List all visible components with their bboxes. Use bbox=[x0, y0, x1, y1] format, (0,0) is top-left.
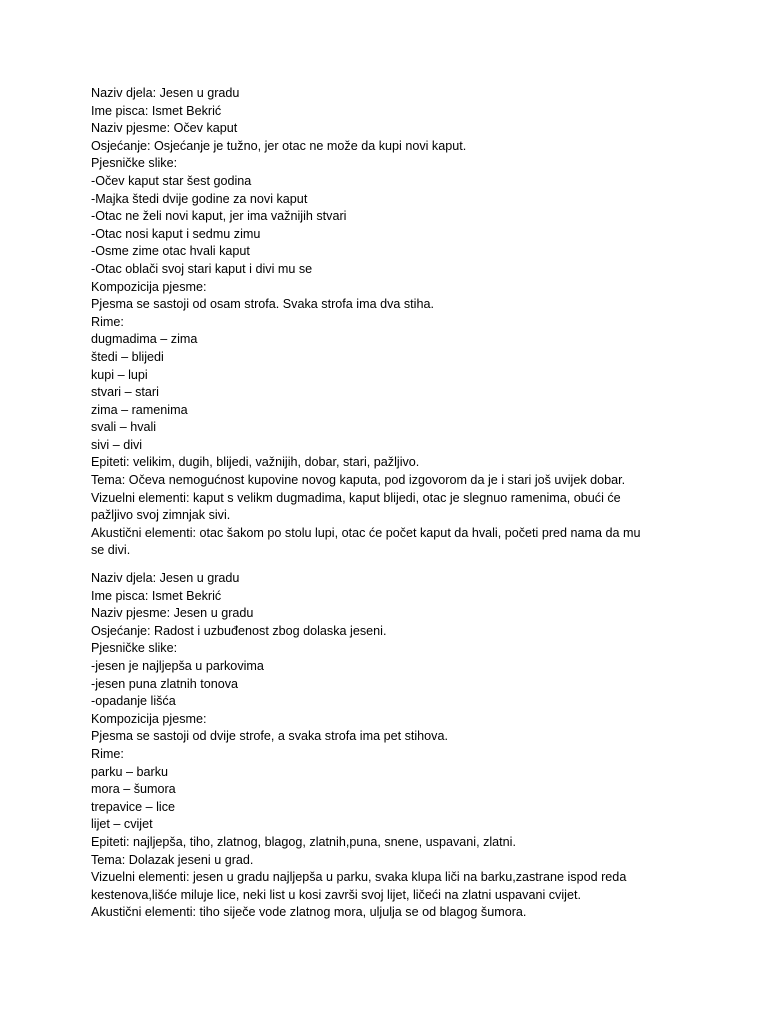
text-line: Tema: Očeva nemogućnost kupovine novog kaputa, pod izgovorom da je i stari još uvijek dobar. bbox=[91, 473, 626, 488]
text-line: Tema: Dolazak jeseni u grad. bbox=[91, 852, 254, 867]
text-line: Akustični elementi: tiho siječe vode zlatnog mora, uljulja se od blagog šumora. bbox=[91, 905, 527, 920]
text-line: Pjesničke slike: bbox=[91, 641, 178, 656]
text-line: Naziv pjesme: Jesen u gradu bbox=[91, 606, 254, 621]
text-line: Epiteti: velikim, dugih, blijedi, važnijih, dobar, stari, pažljivo. bbox=[91, 455, 420, 470]
text-line: -jesen puna zlatnih tonova bbox=[91, 676, 239, 691]
text-line: -Majka štedi dvije godine za novi kaput bbox=[91, 191, 308, 206]
text-line: Kompozicija pjesme: bbox=[91, 711, 207, 726]
text-line: -Otac ne želi novi kaput, jer ima važnijih stvari bbox=[91, 209, 347, 224]
text-line: Osjećanje: Osjećanje je tužno, jer otac ne može da kupi novi kaput. bbox=[91, 138, 467, 153]
text-line: -Otac nosi kaput i sedmu zimu bbox=[91, 226, 261, 241]
text-line: parku – barku bbox=[91, 764, 169, 779]
text-line: svali – hvali bbox=[91, 420, 157, 435]
text-line: Naziv djela: Jesen u gradu bbox=[91, 571, 240, 585]
poem-analysis-ocev-kaput bbox=[91, 85, 691, 560]
text-line: dugmadima – zima bbox=[91, 332, 198, 347]
text-line: kupi – lupi bbox=[91, 367, 148, 382]
text-line: zima – ramenima bbox=[91, 402, 188, 417]
text-line: Vizuelni elementi: kaput s velikm dugmadima, kaput blijedi, otac je slegnuo ramenima, obući će bbox=[91, 490, 621, 505]
text-line: Pjesma se sastoji od osam strofa. Svaka strofa ima dva stiha. bbox=[91, 297, 434, 312]
text-line: -Otac oblači svoj stari kaput i divi mu se bbox=[91, 261, 313, 276]
text-line: Epiteti: najljepša, tiho, zlatnog, blagog, zlatnih,puna, snene, uspavani, zlatni. bbox=[91, 834, 516, 849]
text-line: -Osme zime otac hvali kaput bbox=[91, 244, 250, 259]
text-line: mora – šumora bbox=[91, 782, 176, 797]
text-line: pažljivo svoj zimnjak sivi. bbox=[91, 508, 231, 523]
text-line: Vizuelni elementi: jesen u gradu najljepša u parku, svaka klupa liči na barku,zastrane ispod reda bbox=[91, 870, 627, 885]
text-line: Naziv djela: Jesen u gradu bbox=[91, 86, 240, 100]
text-line: Pjesničke slike: bbox=[91, 156, 178, 171]
text-line: Naziv pjesme: Očev kaput bbox=[91, 121, 238, 136]
text-line: -Očev kaput star šest godina bbox=[91, 173, 252, 188]
text-line: stvari – stari bbox=[91, 385, 159, 400]
text-line: kestenova,lišće miluje lice, neki list u kosi završi svoj lijet, ličeći na zlatni uspavani cvijet. bbox=[91, 887, 581, 902]
text-line: Rime: bbox=[91, 314, 124, 329]
text-line: Rime: bbox=[91, 746, 124, 761]
text-line: Ime pisca: Ismet Bekrić bbox=[91, 103, 222, 118]
text-line: sivi – divi bbox=[91, 437, 143, 452]
text-line: se divi. bbox=[91, 543, 131, 558]
text-line: Akustični elementi: otac šakom po stolu lupi, otac će počet kaput da hvali, početi pred nama da mu bbox=[91, 525, 641, 540]
text-line: Ime pisca: Ismet Bekrić bbox=[91, 588, 222, 603]
text-line: -opadanje lišća bbox=[91, 694, 176, 709]
text-line: Pjesma se sastoji od dvije strofe, a svaka strofa ima pet stihova. bbox=[91, 729, 448, 744]
text-line: trepavice – lice bbox=[91, 799, 175, 814]
text-line: Osjećanje: Radost i uzbuđenost zbog dolaska jeseni. bbox=[91, 623, 387, 638]
text-line: Kompozicija pjesme: bbox=[91, 279, 207, 294]
text-line: -jesen je najljepša u parkovima bbox=[91, 658, 264, 673]
poem-analysis-jesen-u-gradu bbox=[91, 570, 691, 922]
text-line: štedi – blijedi bbox=[91, 349, 164, 364]
text-line: lijet – cvijet bbox=[91, 817, 153, 832]
